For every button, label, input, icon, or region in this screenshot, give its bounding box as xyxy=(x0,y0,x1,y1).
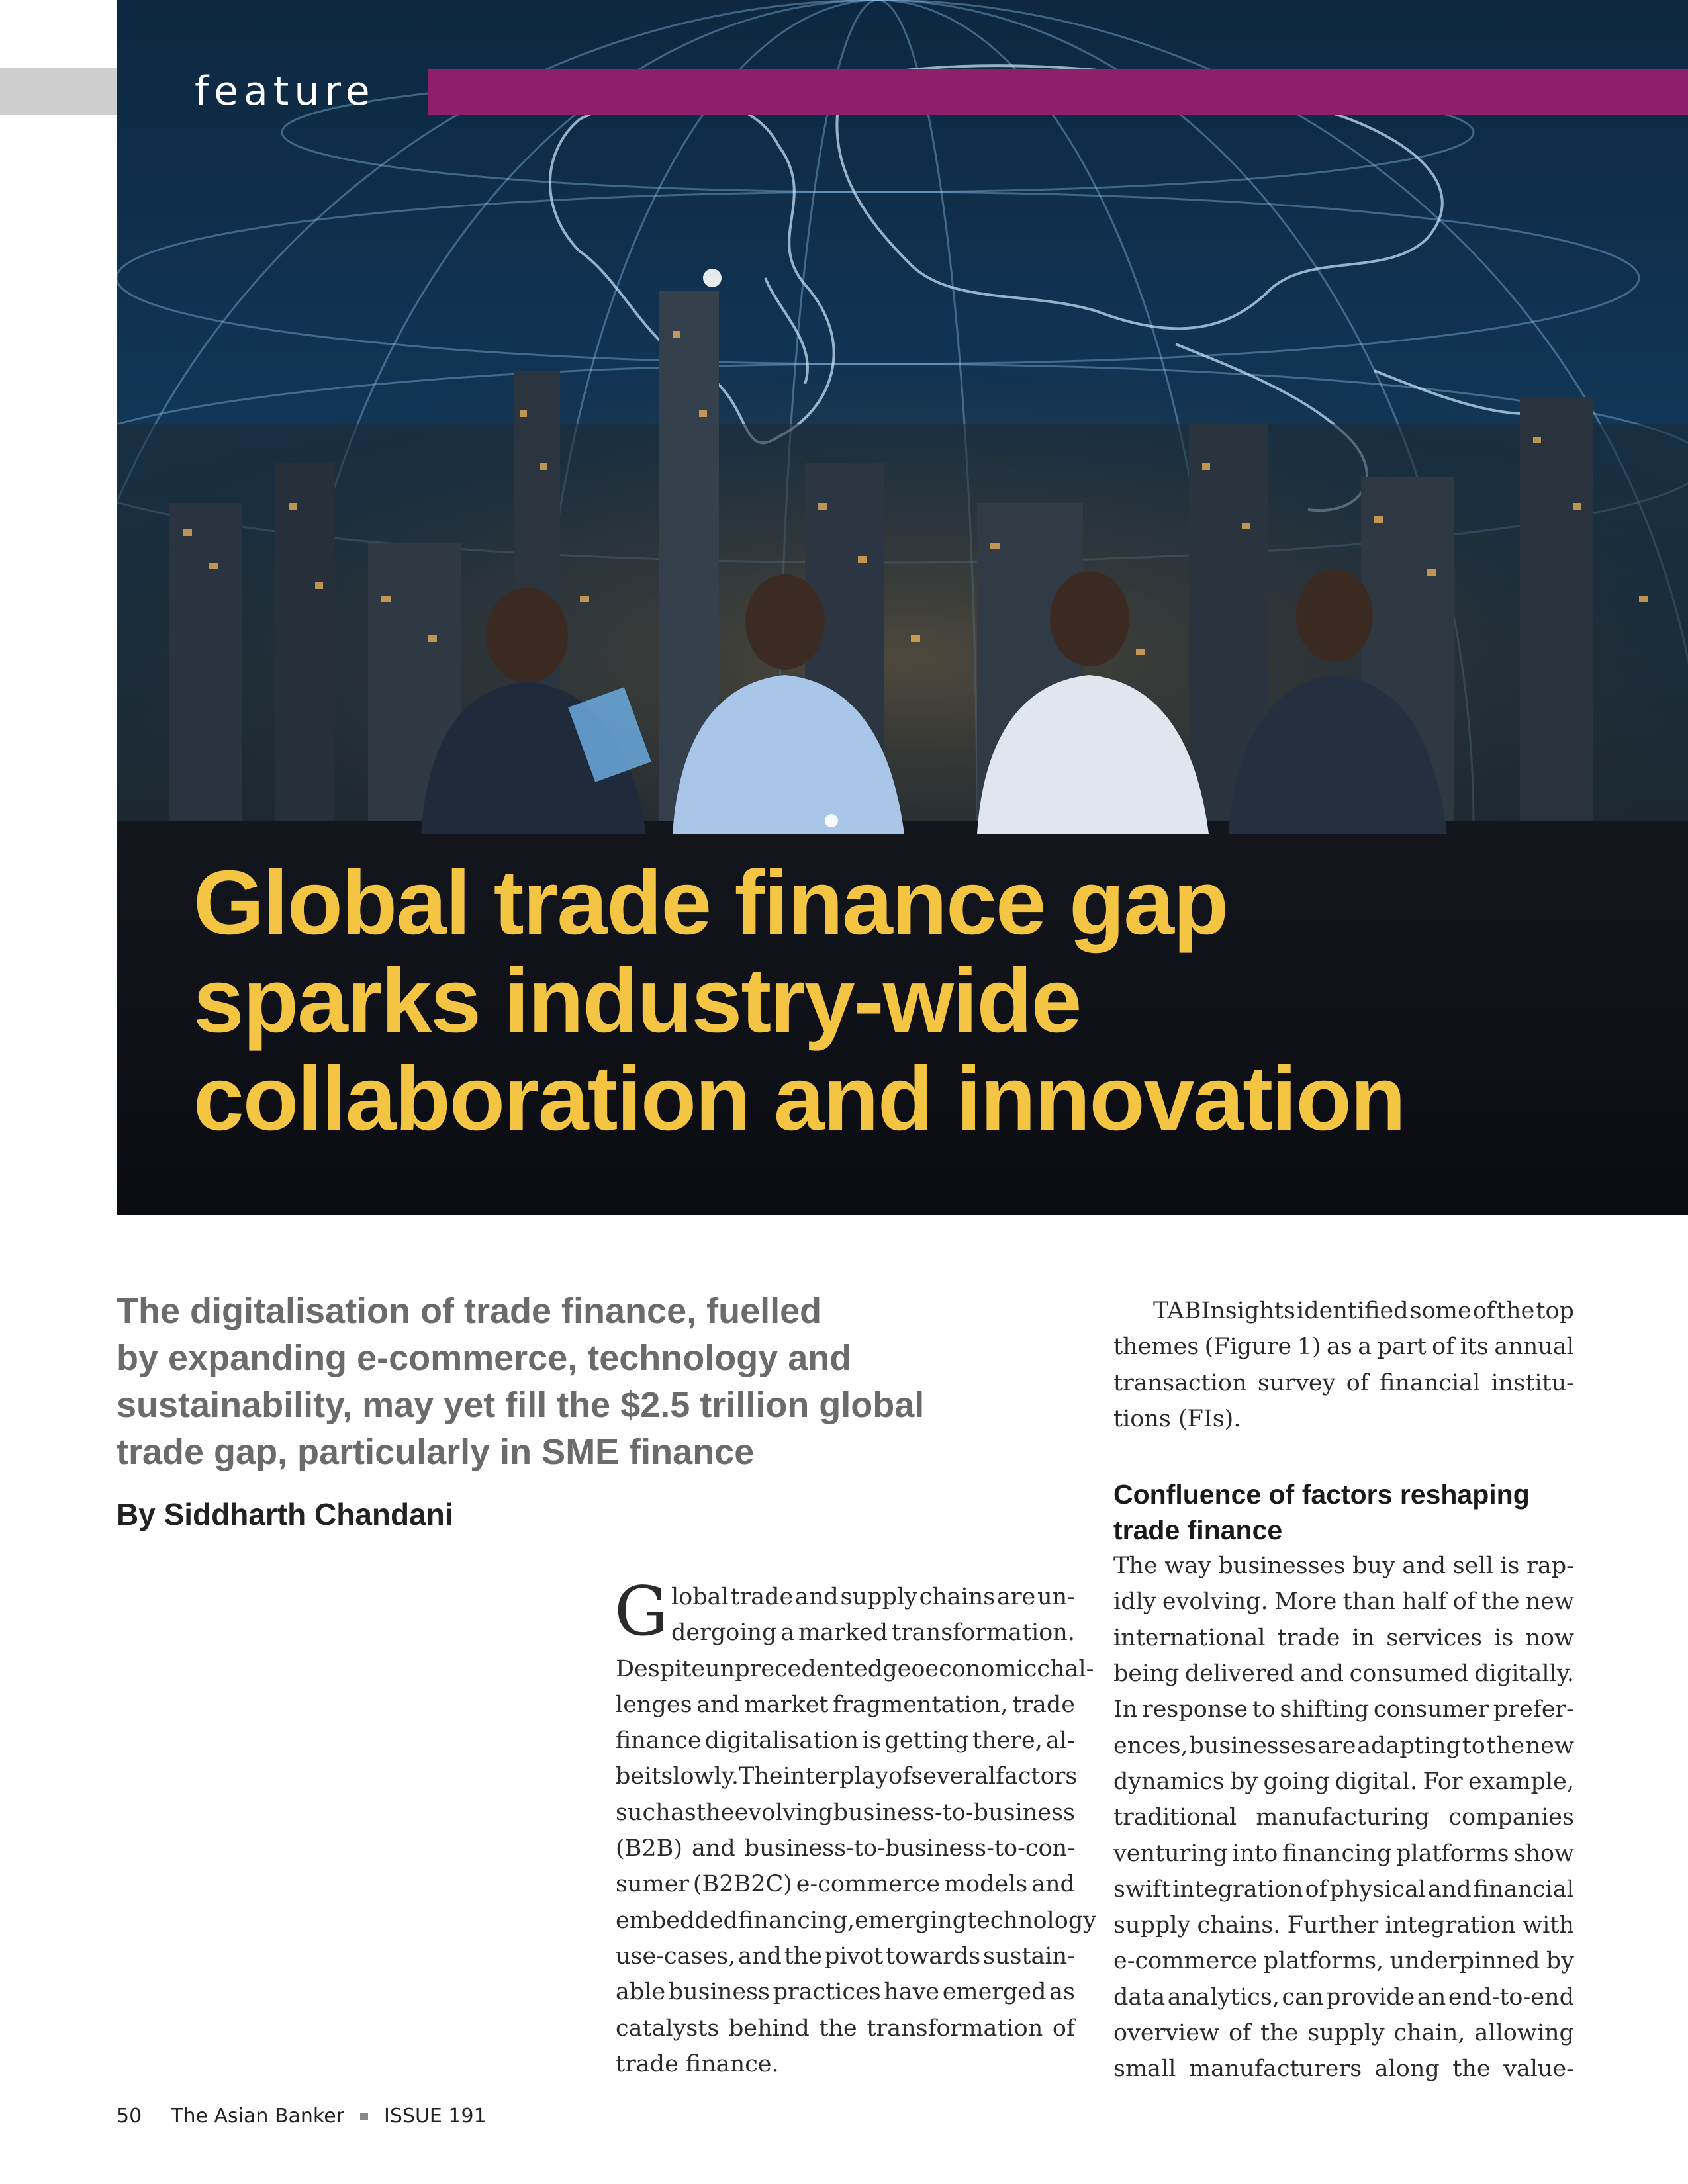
body-line: dynamics by going digital. For example, xyxy=(1113,1768,1574,1795)
body-column-middle xyxy=(616,1579,1096,2082)
body-line: venturing into financing platforms show xyxy=(1113,1840,1574,1867)
page-number: 50 xyxy=(117,2105,142,2128)
standfirst-line: The digitalisation of trade finance, fuelled xyxy=(117,1291,822,1331)
subheading: Confluence of factors reshaping xyxy=(1113,1479,1530,1510)
publication-name: The Asian Banker xyxy=(171,2105,345,2128)
headline-line: sparks industry-wide xyxy=(193,950,1081,1052)
body-line: (B2B) and business-to-business-to-con- xyxy=(616,1835,1075,1862)
drop-cap: G xyxy=(614,1572,669,1651)
section-color-bar xyxy=(428,69,1688,115)
body-line: such as the evolving business-to-business xyxy=(616,1799,1075,1826)
body-line: international trade in services is now xyxy=(1113,1624,1574,1651)
body-line: sumer (B2B2C) e-commerce models and xyxy=(616,1871,1075,1898)
body-line: e-commerce platforms, underpinned by xyxy=(1113,1948,1574,1975)
body-line: dergoing a marked transformation. xyxy=(671,1619,1075,1647)
body-line: lobal trade and supply chains are un- xyxy=(671,1584,1075,1610)
headline-line: Global trade finance gap xyxy=(193,852,1228,954)
body-line: transaction survey of financial institu- xyxy=(1113,1369,1574,1396)
body-line: TABInsights identified some of the top xyxy=(1153,1298,1574,1324)
body-line: supply chains. Further integration with xyxy=(1113,1912,1574,1939)
standfirst-line: by expanding e-commerce, technology and xyxy=(117,1338,852,1378)
standfirst-line: trade gap, particularly in SME finance xyxy=(117,1432,755,1472)
body-line: beit slowly. The interplay of several factors xyxy=(616,1763,1078,1790)
body-line: tions (FIs). xyxy=(1113,1405,1241,1432)
body-line: being delivered and consumed digitally. xyxy=(1113,1661,1574,1688)
body-line: The way businesses buy and sell is rap- xyxy=(1113,1553,1574,1580)
issue-number: ISSUE 191 xyxy=(384,2105,487,2128)
body-line: ences, businesses are adapting to the new xyxy=(1113,1732,1574,1759)
body-line: able business practices have emerged as xyxy=(616,1979,1075,2006)
body-line: Despite unprecedented geoeconomic chal- xyxy=(616,1655,1094,1682)
body-line: data analytics, can provide an end-to-end xyxy=(1113,1983,1574,2011)
body-line: traditional manufacturing companies xyxy=(1113,1804,1574,1831)
body-line: In response to shifting consumer prefer- xyxy=(1113,1696,1574,1723)
separator-square-icon xyxy=(360,2113,368,2120)
subheading: trade finance xyxy=(1113,1515,1283,1546)
headline-line: collaboration and innovation xyxy=(193,1048,1405,1150)
body-line: overview of the supply chain, allowing xyxy=(1113,2020,1574,2047)
body-column-right xyxy=(1113,1293,1574,2087)
section-label: feature xyxy=(195,68,375,114)
headline xyxy=(193,854,1650,1148)
body-line: trade finance. xyxy=(616,2050,779,2077)
section-tab xyxy=(0,68,117,115)
body-line: idly evolving. More than half of the new xyxy=(1113,1588,1574,1615)
standfirst-line: sustainability, may yet fill the $2.5 trillion global xyxy=(117,1385,925,1425)
body-line: small manufacturers along the value- xyxy=(1113,2056,1574,2083)
body-line: themes (Figure 1) as a part of its annual xyxy=(1113,1334,1574,1361)
body-line: use-cases, and the pivot towards sustain- xyxy=(616,1942,1075,1970)
body-line: embedded financing, emerging technology xyxy=(616,1907,1096,1934)
body-line: lenges and market fragmentation, trade xyxy=(616,1691,1075,1718)
page-footer xyxy=(117,2105,487,2128)
body-line: catalysts behind the transformation of xyxy=(616,2015,1075,2042)
standfirst xyxy=(117,1288,1043,1476)
body-line: finance digitalisation is getting there, al- xyxy=(616,1727,1075,1754)
byline: By Siddharth Chandani xyxy=(117,1497,453,1531)
body-line: swift integration of physical and financial xyxy=(1113,1876,1574,1903)
